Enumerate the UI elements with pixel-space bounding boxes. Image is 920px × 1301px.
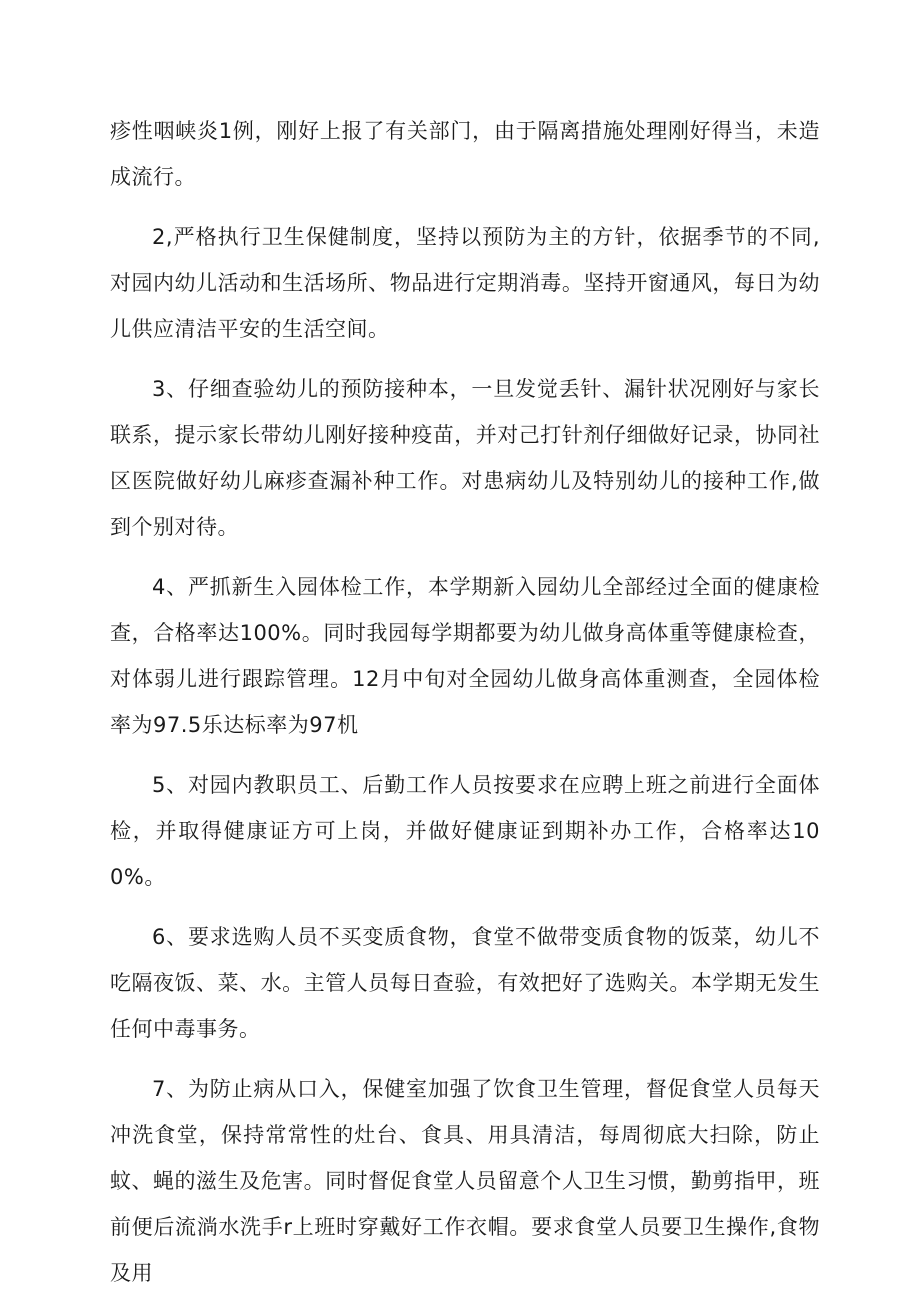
paragraph-item-4: 4、严抓新生入园体检工作，本学期新入园幼儿全部经过全面的健康检查，合格率达100%。同时我园每学期都要为幼儿做身高体重等健康检查，对体弱儿进行跟踪管理。12月中旬对全园幼儿做身高体重测查，全园体检率为97.5乐达标率为97机 [110, 575, 820, 737]
paragraph-item-2: 2,严格执行卫生保健制度，坚持以预防为主的方针，依据季节的不同,对园内幼儿活动和生活场所、物品进行定期消毒。坚持开窗通风，每日为幼儿供应清洁平安的生活空间。 [110, 225, 820, 341]
paragraph-item-6: 6、要求选购人员不买变质食物，食堂不做带变质食物的饭菜，幼儿不吃隔夜饭、菜、水。主管人员每日查验，有效把好了选购关。本学期无发生任何中毒事务。 [110, 925, 820, 1041]
paragraph-continuation: 疹性咽峡炎1例，刚好上报了有关部门，由于隔离措施处理刚好得当，未造成流行。 [110, 119, 820, 189]
paragraph-item-7: 7、为防止病从口入，保健室加强了饮食卫生管理，督促食堂人员每天冲洗食堂，保持常常性的灶台、食具、用具清洁，每周彻底大扫除，防止蚊、蝇的滋生及危害。同时督促食堂人员留意个人卫生习惯，勤剪指甲，班前便后流淌水洗手r上班时穿戴好工作衣帽。要求食堂人员要卫生操作,食物及用 [110, 1077, 820, 1285]
paragraph-item-5: 5、对园内教职员工、后勤工作人员按要求在应聘上班之前进行全面体检，并取得健康证方可上岗，并做好健康证到期补办工作，合格率达100%。 [110, 773, 820, 889]
paragraph-item-3: 3、仔细查验幼儿的预防接种本，一旦发觉丢针、漏针状况刚好与家长联系，提示家长带幼儿刚好接种疫苗，并对己打针剂仔细做好记录，协同社区医院做好幼儿麻疹查漏补种工作。对患病幼儿及特别幼儿的接种工作,做到个别对待。 [110, 377, 820, 539]
